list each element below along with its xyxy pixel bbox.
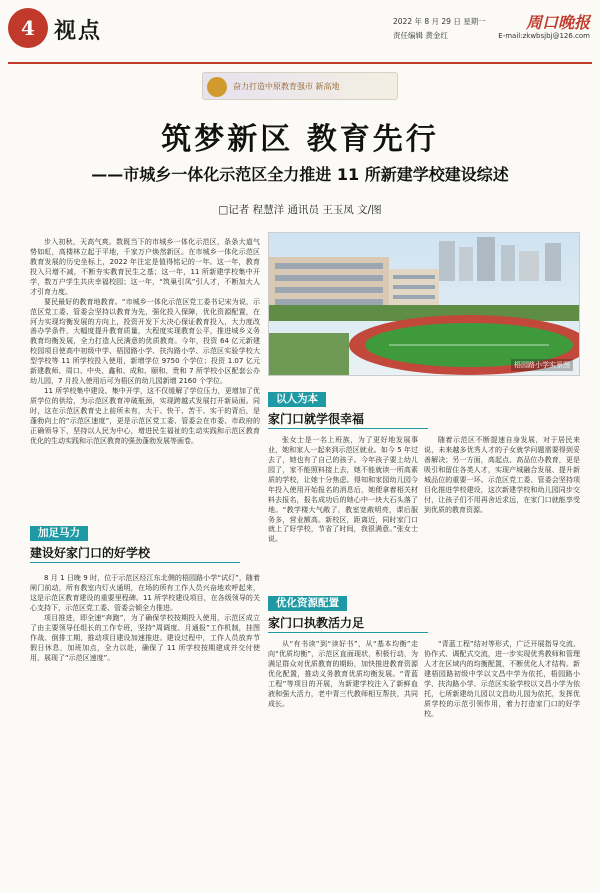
section-title-full-power: 建设好家门口的好学校 (30, 546, 151, 560)
intro-text (30, 238, 260, 500)
section-name: 视点 (54, 18, 103, 44)
page-number-badge: 4 (8, 8, 48, 48)
section-divider (268, 428, 428, 429)
section-tag-resource-optimization: 优化资源配置 (268, 596, 347, 611)
section-tag-full-power: 加足马力 (30, 526, 88, 541)
section-divider (268, 632, 428, 633)
campaign-banner (202, 72, 398, 100)
photo-caption: 梧园路小学实景图 (511, 359, 573, 371)
section-paragraph: 张女士是一名上班族，为了更好地发展事业，她和家人一起来到示范区就业。如今 5 年过去了，她也有了自己的孩子。今年孩子要上幼儿园了，家不能照料接上去，她不能就读一所高素质的学校，让她十分焦虑。得知和家园幼儿园今年投入使用开始报名的消息后，她便拿着相关材料去报名，报名成功后的她心中一块大石头落了地。“教学楼大气敞了，教室宽敞明亮，课后服务多，营业额高。新校区，距离近，同时家门口就上了好学校，节省了时间，我很满意。”张女士说。 (268, 436, 418, 544)
section-title-resource-optimization: 家门口执教活力足 (268, 616, 365, 630)
article-subtitle: ——市城乡一体化示范区全力推进 11 所新建学校建设综述 (91, 165, 509, 184)
campus-illustration (269, 233, 580, 376)
section-tag-people-oriented: 以人为本 (268, 392, 326, 407)
header-divider (8, 62, 592, 64)
section-text-resource-optimization-cont (424, 640, 580, 874)
school-photo (268, 232, 580, 376)
section-text-people-oriented (268, 436, 418, 586)
section-paragraph: “青蓝工程”结对等形式，广泛开展指导交流、协作式、调配式交流，进一步实现优秀教师和管理人才在区域内的均衡配置，不断优化人才结构。新建梧园路初级中学以文昌中学为依托，梧园路小学、扶沟路小学、示范区实验学校以文昌小学为依托，七所新建幼儿园以文昌幼儿园为依托，发挥优质学校的示范引领作用，着力打造家门口的好学校。 (424, 640, 580, 718)
section-paragraph: 从“有书读”到“读好书”，从“基本均衡”走向“优质均衡”，示范区直面现状，积极行动，为满足群众对优质教育的期盼，加快推进教育资源优化配置，推动义务教育优质均衡发展。“青蓝工程”等项目的开展，为新建学校注入了新鲜血液和强大活力，老中青三代教师相互帮扶，共同成长。 (268, 640, 418, 708)
newspaper-logo: 周口晚报 (525, 13, 590, 32)
responsible-editor: 责任编辑 黄金红 (393, 31, 448, 40)
section-divider (30, 562, 240, 563)
issue-date: 2022 年 8 月 29 日 星期一 (393, 17, 486, 26)
intro-paragraph: 步入初秋，天高气爽。数既当下的市城乡一体化示范区，条条大道气势如虹，高楼林立起于平地，千家万户焕然新区。在市城乡一体化示范区教育发展的历史坐标上，2022 年注定是值得铭记的一年。这一年，教育投入只增不减，不断夯实教育民生之基；这一年，11 所新建学校集中开学，数万户学生共庆幸福校园；这一年，“筑巢引凤”引人才，不断加大人才引育力度。 (30, 238, 260, 296)
article-byline: □记者 程慧洋 通讯员 王玉凤 文/图 (218, 204, 382, 216)
article-title: 筑梦新区 教育先行 (161, 122, 439, 157)
section-text-resource-optimization (268, 640, 418, 874)
section-text-full-power (30, 574, 260, 874)
intro-paragraph: 11 所学校集中建设、集中开学，这不仅缓解了学位压力，更增加了优质学位的供给，为示范区教育冲破瓶颈，实现跨越式发展打开新局面。同时，这在示范区教育史上前所未有，大干、快干、苦干、实干的背后，是蓬勃向上的“示范区速度”，更是示范区党工委、管委会在市委、市政府的正确领导下，坚持以人民为中心，增进民生福祉的生动实践和示范区教育优化的生动实践和示范区教育的强劲蓬勃发展等画卷。 (30, 387, 260, 445)
contact-email: E-mail:zkwbsjbj@126.com (498, 32, 590, 40)
section-paragraph: 项目推进，即全速“奔跑”，为了确保学校按期投入使用，示范区成立了由主要领导任组长的工作专班，坚持“周调度、月通报”工作机制，挂图作战、倒排工期，推动项目建设加速推进。建设过程中，工作人员放弃节假日休息，加班加点，全力以赴，确保了 11 所学校按期建成并交付使用，展现了“示范区速度”。 (30, 613, 260, 662)
section-text-people-oriented-cont (424, 436, 580, 586)
intro-paragraph: 要民最好的教育地教育。“市城乡一体化示范区党工委书记宋为说，示范区党工委、管委会坚持以教育为先，强化投入保障，优化资源配置，在河力实现均衡发展的方向上，投资开发下大决心保证教育投入，大力度改善办学条件，大幅度提升教育质量，大程度实现教育公平，推进城乡义务教育均衡发展，全力打造人民满意的优质教育。今年，投资 64 亿元新建校园项目使高中初级中学、梧园路小学、扶沟路小学、示范区实验学校大型学校等 11 所学校投入使用，新增学位 9750 个学位；投资 1.07 亿元新建教师、周口、中央、鑫和、成和、颐和、贵和 7 所学校小区配套公办幼儿园，7 月投入使用后可为梧区的幼儿园新增 2160 个学位。 (30, 297, 260, 386)
page-header (8, 6, 592, 58)
banner-text: 奋力打造中原教育强市 新高地 (233, 82, 340, 91)
section-paragraph: 随着示范区不断提速自身发展，对于居民来说，未来越多优秀人才的子女就学问题需要得到妥善解决；另一方面，高起点、高品位办教育，更是吸引和留住各类人才，实现产城融合发展、提升新城品位的重要一环。示范区党工委、管委会坚持项目化推进学校建设，这次新建学校和幼儿园同步交付，让孩子们不用再舍近求远，在家门口就能享受到优质的教育资源。 (424, 436, 580, 514)
section-title-people-oriented: 家门口就学很幸福 (268, 412, 365, 426)
section-paragraph: 8 月 1 日晚 9 时，位于示范区经江东北侧的梧园路小学“试灯”，随着闸门前动，所有教室内灯火通明，在场的所有工作人员兴奋地欢呼起来，这是示范区教育建设的重要里程碑。11 所学校建设项目，在各级领导的关心支持下，示范区党工委、管委会倾全力推进。 (30, 574, 260, 612)
emblem-icon (207, 77, 227, 97)
